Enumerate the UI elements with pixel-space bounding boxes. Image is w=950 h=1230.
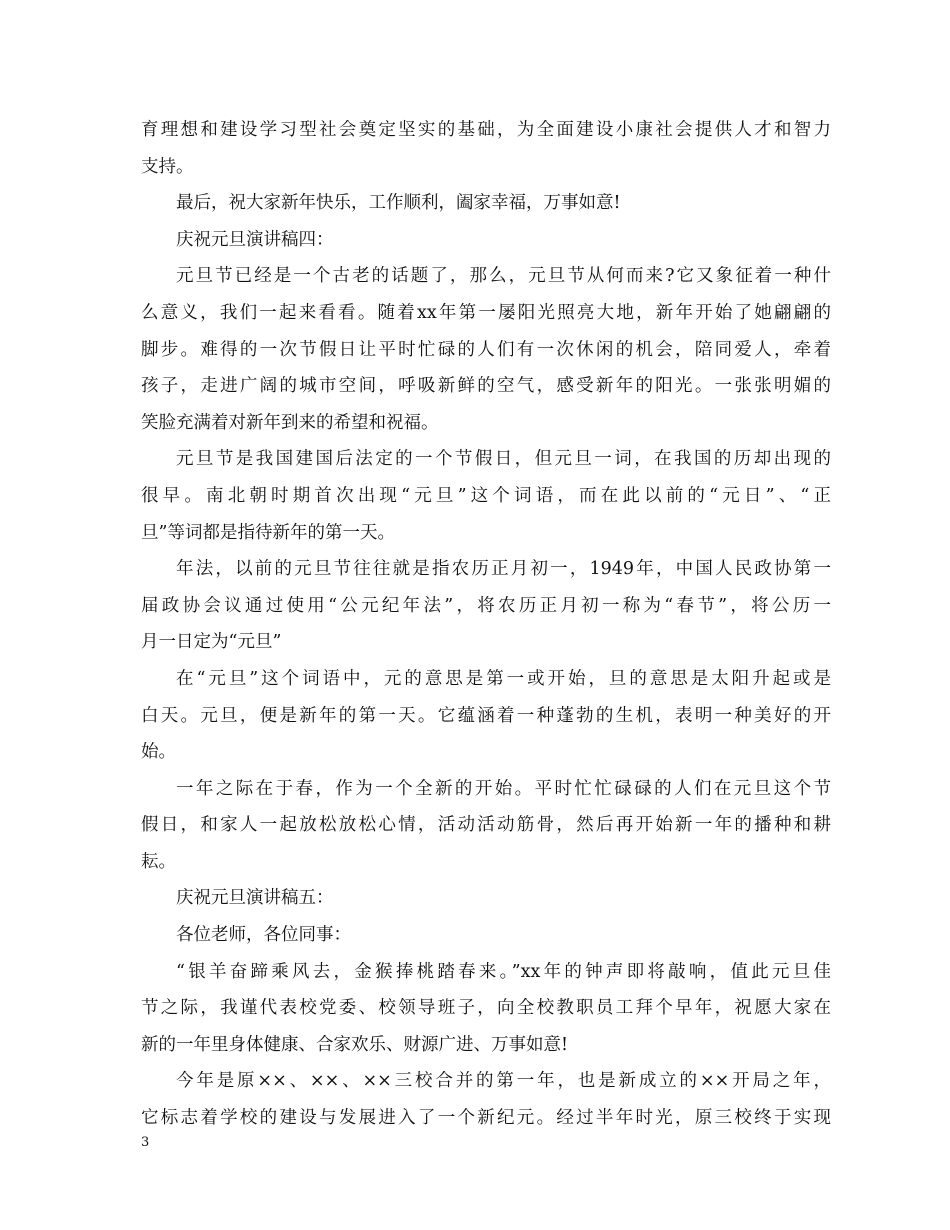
- text-line: 届政协会议通过使用“公元纪年法”，将农历正月初一称为“春节”，将公历一: [141, 595, 831, 616]
- text-line: 新的一年里身体健康、合家欢乐、财源广进、万事如意!: [141, 1034, 569, 1055]
- text-line: “银羊奋蹄乘风去，金猴捧桃踏春来。”xx年的钟声即将敲响，值此元旦佳: [176, 961, 831, 982]
- text-line: 年法，以前的元旦节往往就是指农历正月初一，1949年，中国人民政协第一: [176, 559, 831, 580]
- text-line: 脚步。难得的一次节假日让平时忙碌的人们有一次休闲的机会，陪同爱人，牵着: [141, 339, 831, 360]
- text-line: 元旦节是我国建国后法定的一个节假日，但元旦一词，在我国的历却出现的: [176, 449, 831, 470]
- text-line: 今年是原××、××、××三校合并的第一年，也是新成立的××开局之年，: [176, 1071, 831, 1092]
- text-line: 支持。: [141, 156, 194, 177]
- text-line: 旦”等词都是指待新年的第一天。: [141, 522, 395, 543]
- page-number: 3: [141, 1135, 150, 1150]
- text-line: 月一日定为“元旦”: [141, 632, 282, 653]
- text-line: 庆祝元旦演讲稿四：: [176, 229, 334, 250]
- text-line: 很早。南北朝时期首次出现“元旦”这个词语，而在此以前的“元日”、“正: [141, 485, 831, 506]
- text-line: 育理想和建设学习型社会奠定坚实的基础，为全面建设小康社会提供人才和智力: [141, 120, 831, 140]
- text-line: 笑脸充满着对新年到来的希望和祝福。: [141, 412, 439, 433]
- text-line: 孩子，走进广阔的城市空间，呼吸新鲜的空气，感受新年的阳光。一张张明媚的: [141, 376, 831, 397]
- text-line: 么意义，我们一起来看看。随着xx年第一屡阳光照亮大地，新年开始了她翩翩的: [141, 302, 831, 323]
- text-line: 节之际，我谨代表校党委、校领导班子，向全校教职员工拜个早年，祝愿大家在: [141, 998, 831, 1019]
- document-body: [141, 112, 831, 1137]
- text-line: 始。: [141, 742, 176, 763]
- text-line: 假日，和家人一起放松放松心情，活动活动筋骨，然后再开始新一年的播种和耕: [141, 815, 831, 836]
- text-line: 最后，祝大家新年快乐，工作顺利，阖家幸福，万事如意!: [176, 193, 621, 214]
- text-line: 一年之际在于春，作为一个全新的开始。平时忙忙碌碌的人们在元旦这个节: [176, 778, 831, 799]
- text-line: 元旦节已经是一个古老的话题了，那么，元旦节从何而来?它又象征着一种什: [176, 266, 831, 287]
- text-line: 各位老师，各位同事：: [176, 925, 351, 946]
- text-line: 白天。元旦，便是新年的第一天。它蕴涵着一种蓬勃的生机，表明一种美好的开: [141, 705, 831, 726]
- text-line: 庆祝元旦演讲稿五：: [176, 888, 334, 909]
- text-line: 耘。: [141, 851, 176, 872]
- text-line: 它标志着学校的建设与发展进入了一个新纪元。经过半年时光，原三校终于实现: [141, 1108, 831, 1129]
- text-line: 在“元旦”这个词语中，元的意思是第一或开始，旦的意思是太阳升起或是: [176, 668, 831, 689]
